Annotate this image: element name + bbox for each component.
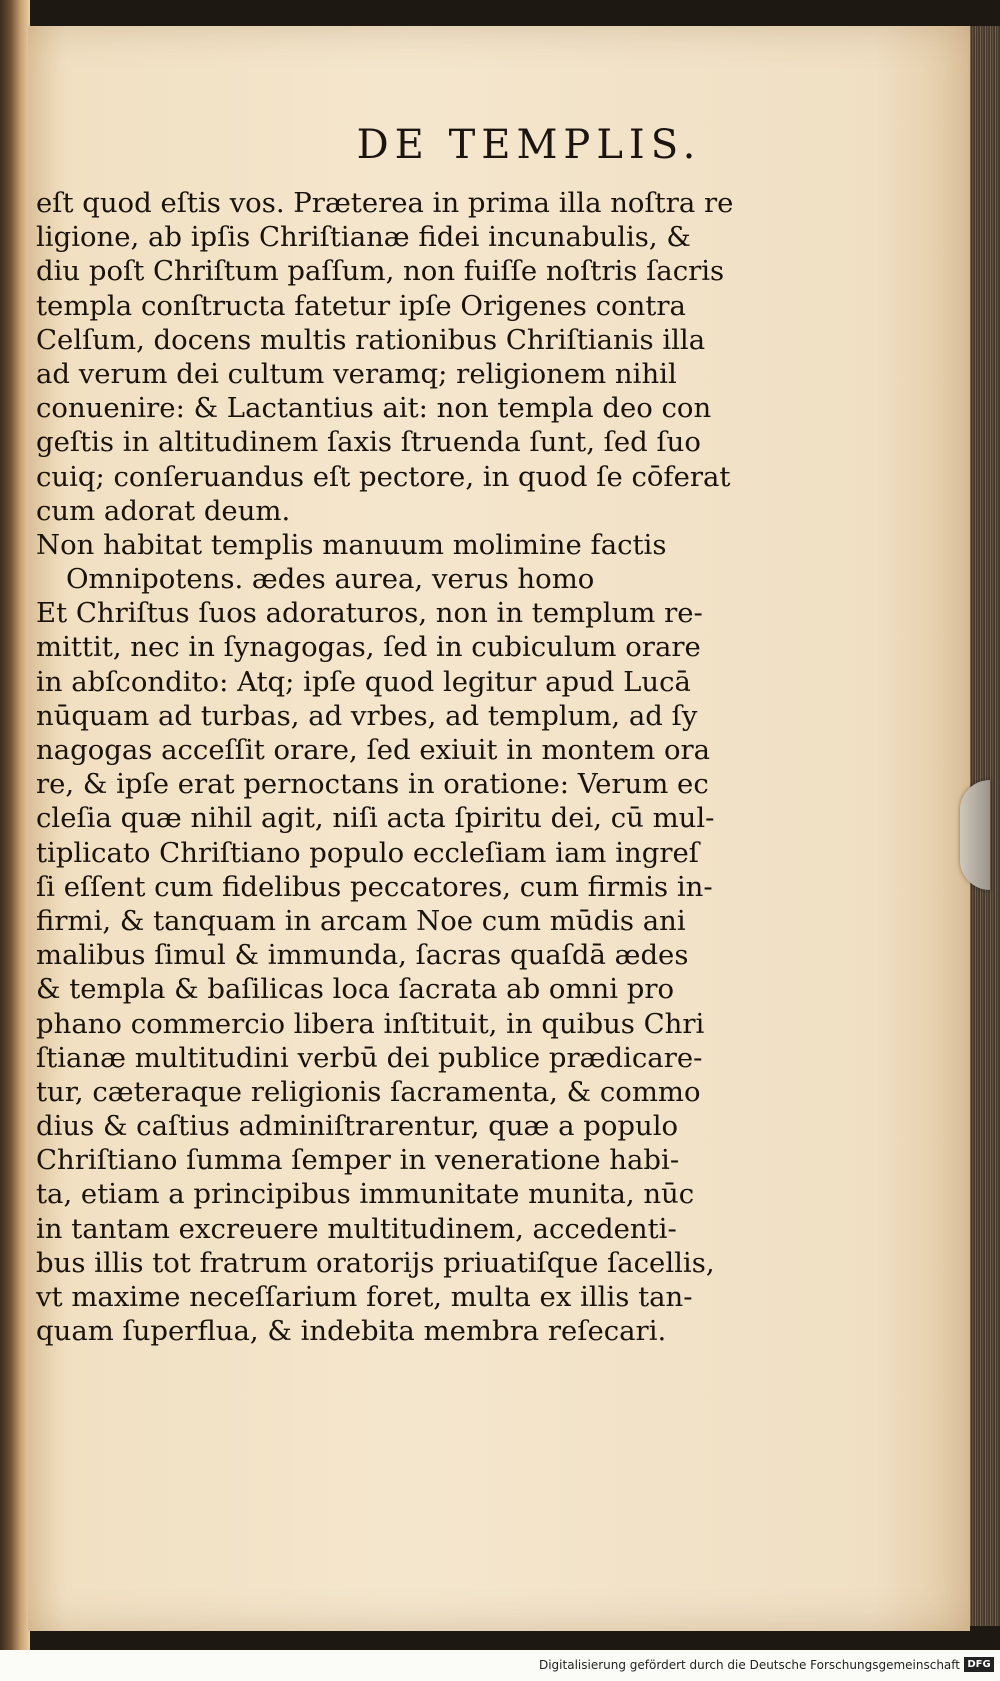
text-line: mittit, nec in ſynagogas, ſed in cubiculum orare	[36, 631, 701, 664]
text-line: conuenire: & Lactantius ait: non templa deo con	[36, 392, 712, 425]
text-line: eſt quod eſtis vos. Præterea in prima illa noſtra re	[36, 187, 734, 219]
text-line: cuiq; conſeruandus eſt pectore, in quod ſe cōferat	[36, 460, 731, 493]
text-line: Celſum, docens multis rationibus Chriſtianis illa	[36, 323, 706, 356]
verse-line: Non habitat templis manuum molimine factis	[36, 528, 667, 561]
text-line: dius & caſtius adminiſtrarentur, quæ a populo	[36, 1110, 679, 1143]
text-line: vt maxime neceſſarium foret, multa ex illis tan-	[36, 1281, 693, 1313]
dfg-logo-icon: DFG	[964, 1657, 994, 1672]
facing-page-edge	[0, 0, 30, 1650]
text-line: quam ſuperflua, & indebita membra reſecari.	[36, 1315, 667, 1348]
text-line: in tantam excreuere multitudinem, accedenti-	[36, 1212, 677, 1245]
text-line: nūquam ad turbas, ad vrbes, ad templum, ad ſy	[36, 699, 698, 732]
verse-line: Omnipotens. ædes aurea, verus homo	[66, 563, 595, 596]
text-line: tiplicato Chriſtiano populo eccleſiam iam ingreſ	[36, 836, 699, 869]
text-line: ta, etiam a principibus immunitate munita, nūc	[36, 1178, 695, 1211]
text-line: nagogas acceſſit orare, ſed exiuit in montem ora	[36, 734, 711, 766]
text-line: re, & ipſe erat pernoctans in oratione: Verum ec	[36, 768, 709, 801]
text-line: firmi, & tanquam in arcam Noe cum mūdis ani	[36, 904, 686, 937]
digitization-footer	[0, 1650, 1000, 1681]
text-line: ad verum dei cultum veramq; religionem nihil	[36, 357, 677, 390]
text-line: malibus ſimul & immunda, ſacras quaſdā ædes	[36, 939, 689, 972]
text-line: & templa & baſilicas loca ſacrata ab omni pro	[36, 973, 675, 1006]
text-line: bus illis tot fratrum oratorijs priuatiſque ſacellis,	[36, 1246, 715, 1279]
text-line: Chriſtiano ſumma ſemper in veneratione habi-	[36, 1144, 680, 1177]
running-head: DE TEMPLIS.	[356, 122, 702, 168]
text-line: diu poſt Chriſtum paſſum, non fuiſſe noſtris ſacris	[36, 255, 725, 288]
text-line: tur, cæteraque religionis ſacramenta, & commo	[36, 1075, 701, 1108]
footer-credit: Digitalisierung gefördert durch die Deutsche Forschungsgemeinschaft	[538, 1658, 960, 1672]
book-page	[28, 26, 970, 1631]
text-line: in abſcondito: Atq; ipſe quod legitur apud Lucā	[36, 665, 691, 698]
text-line: Et Chriſtus ſuos adoraturos, non in templum re-	[36, 597, 703, 630]
text-line: cleſia quæ nihil agit, niſi acta ſpiritu dei, cū mul-	[36, 802, 715, 835]
text-line: geſtis in altitudinem ſaxis ſtruenda ſunt, ſed ſuo	[36, 426, 701, 459]
page-clip-tab	[960, 780, 990, 890]
text-line: templa conſtructa fatetur ipſe Origenes contra	[36, 289, 686, 322]
text-line: ligione, ab ipſis Chriſtianæ fidei incunabulis, &	[36, 221, 691, 254]
text-line: ſi eſſent cum fidelibus peccatores, cum firmis in-	[36, 870, 713, 903]
text-line: ſtianæ multitudini verbū dei publice prædicare-	[36, 1041, 703, 1074]
body-text	[36, 186, 736, 1348]
text-line: phano commercio libera inſtituit, in quibus Chri	[36, 1007, 705, 1040]
text-line: cum adorat deum.	[36, 494, 291, 527]
